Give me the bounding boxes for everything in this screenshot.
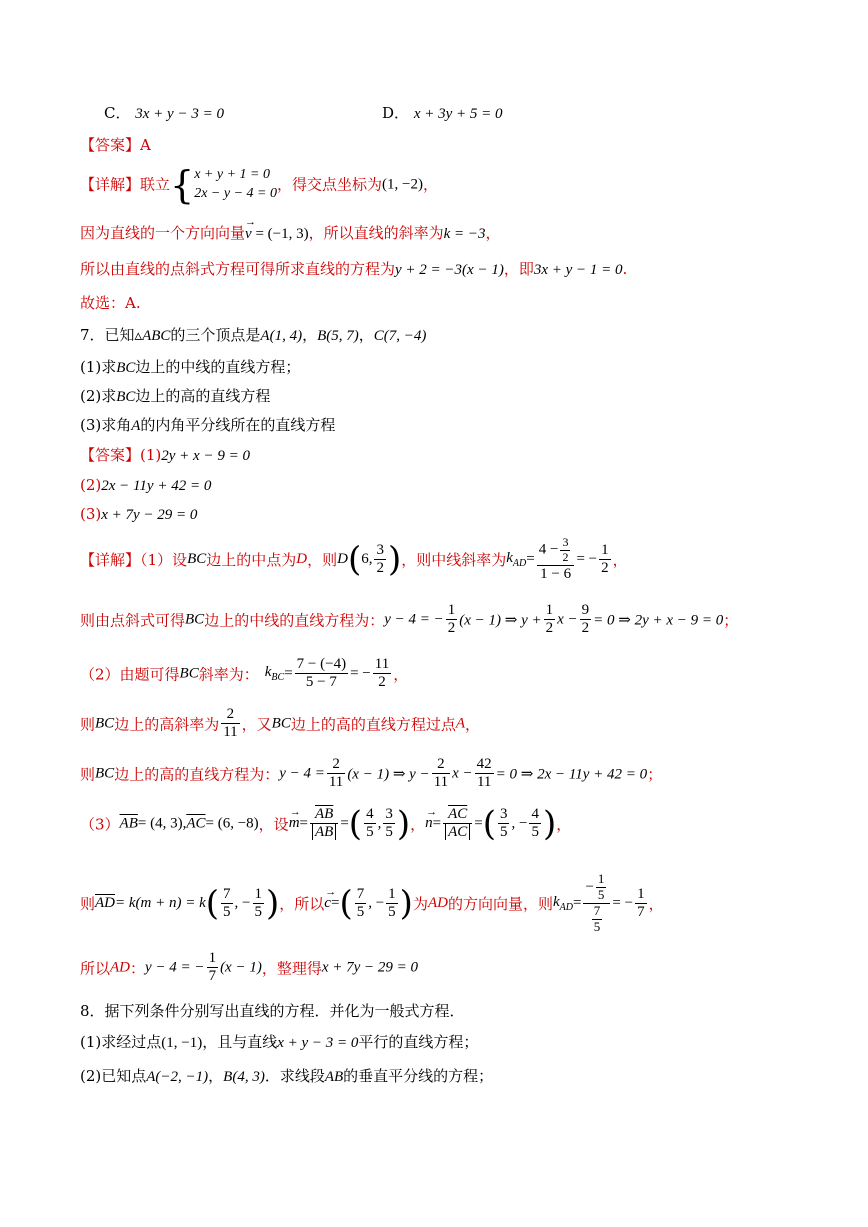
q7-detail-step8 <box>80 950 418 986</box>
detail-text: . <box>622 260 628 278</box>
slope-value: k = −3 <box>443 226 486 242</box>
comma: , <box>377 815 382 832</box>
segment-bc: BC <box>116 360 136 376</box>
detail-text: ，则中线斜率为 <box>401 550 507 569</box>
equation-part: (x − 1) ⇒ y + <box>459 612 542 629</box>
part-text: (1)求经过点 <box>80 1033 162 1051</box>
detail-text: 所以 <box>80 959 111 978</box>
equation-part: (x − 1) ⇒ y − <box>347 766 430 783</box>
fraction <box>432 756 450 792</box>
answer-number: (1) <box>140 446 162 464</box>
answer-value: A <box>140 136 151 154</box>
q7-detail-step4 <box>80 706 480 742</box>
equation-system: { x + y + 1 = 0 2x − y − 4 = 0 <box>170 163 277 207</box>
denominator: 2 <box>447 620 456 637</box>
numerator: 3 <box>498 806 510 824</box>
detail-text: ，即 <box>503 260 534 278</box>
comma: , − <box>511 815 528 832</box>
line-equation-general: 3x + y − 1 = 0 <box>533 262 623 278</box>
numerator: 7 − (−4) <box>295 656 348 674</box>
numerator: 1 <box>386 886 398 904</box>
option-d-label: D． <box>382 104 410 122</box>
detail-text: 因为直线的一个方向向量 <box>80 224 246 242</box>
equals: = <box>340 815 349 832</box>
option-c-expr: 3x + y − 3 = 0 <box>135 106 224 122</box>
equals: = <box>284 665 293 682</box>
stem-text: 7．已知 <box>80 326 135 344</box>
fraction <box>529 806 541 842</box>
angle-a: A <box>131 418 141 434</box>
detail-text: 所以由直线的点斜式方程可得所求直线的方程为 <box>80 260 396 278</box>
numerator: 3 <box>374 542 386 560</box>
fraction <box>537 536 575 583</box>
separator: ， <box>358 326 374 344</box>
answer-equation: 2x − 11y + 42 = 0 <box>101 478 212 494</box>
denominator: 2 <box>581 620 590 637</box>
detail-text: （3） <box>80 815 120 834</box>
segment-bc: BC <box>95 765 115 782</box>
denominator: 11 <box>223 724 238 741</box>
detail-text: 斜率为： <box>198 665 259 684</box>
q6-detail-line1 <box>80 163 438 207</box>
detail-text: ； <box>647 765 663 784</box>
vertex-c: C(7, −4) <box>373 328 427 344</box>
numerator: 9 <box>580 602 592 620</box>
q7-detail-step7: 则$\overline{AD}= k(m + n) = k$( $\frac{7}{5}$ , − $\frac{1}{5}$ )，所以 → c=( $\frac{7}{5}$ , − $\frac{1}{5}$ )为AD的方向向量，则$k_{AD}=$ − $\frac{1}{5}$ $\frac{7}{5}$ = − $\frac{1}{7}$ ， <box>80 871 664 934</box>
part-text: (2)已知点 <box>80 1067 147 1085</box>
fraction <box>580 602 592 638</box>
equation-part: y − 4 = − <box>145 959 205 976</box>
detail-text: 则 <box>80 894 96 913</box>
detail-text: ， <box>648 894 664 913</box>
equals: = − <box>576 550 598 567</box>
equation-part: x − <box>452 765 473 782</box>
equation-final: x + 7y − 29 = 0 <box>321 959 419 976</box>
vector-n: → n <box>425 806 438 832</box>
option-c <box>104 106 224 122</box>
denominator: 7 <box>637 903 645 920</box>
q7-detail-step6: $(3)\overline{AB}= (4$, $3),\overline{AC}= (6$, −8)，设 → m= $\frac{\overline{AB}}{AB}$ =( $\frac{4}{5}$ , $\frac{3}{5}$ )， → n= $\frac{\overline{AC}}{AC}$ =( $\frac{3}{5}$ , − $\frac{4}{5}$ )， <box>80 803 572 844</box>
part-text: ，且与直线 <box>202 1033 278 1051</box>
denominator: 5 <box>385 824 393 841</box>
fraction <box>635 886 647 922</box>
numerator: 7 <box>593 902 601 918</box>
vertex-a: A(1, 4) <box>260 328 303 344</box>
slope-k-ad: $k_{AD}$ <box>506 549 527 569</box>
q7-detail-step2 <box>80 602 738 638</box>
denominator: AB <box>310 824 338 841</box>
numerator: 2 <box>432 756 450 774</box>
detail-tag: 【详解】 <box>80 550 141 569</box>
vector-ad: $\overline{AD}$ <box>95 894 116 911</box>
slope-k-ad: $k_{AD}$ <box>552 893 573 913</box>
equals: = <box>330 894 340 911</box>
numerator: 4 <box>364 806 376 824</box>
segment-bc: BC <box>187 550 207 567</box>
detail-text: ，所以直线的斜率为 <box>308 224 444 242</box>
detail-text: 则 <box>80 765 96 784</box>
fraction <box>498 806 510 842</box>
answer-tag: 【答案】 <box>80 136 141 154</box>
fraction <box>475 756 494 792</box>
line-equation: x + y − 3 = 0 <box>277 1035 359 1051</box>
detail-text: ： <box>130 959 146 978</box>
denominator: 11 <box>476 774 492 791</box>
midpoint-d: D <box>296 550 308 567</box>
part-label: (3)求角 <box>80 416 132 434</box>
denominator: 5 <box>531 824 539 841</box>
denominator: 11 <box>328 774 344 791</box>
detail-text: 边上的高的直线方程过点 <box>290 715 456 734</box>
fraction <box>383 806 395 842</box>
denominator: 5 <box>499 824 508 841</box>
equation-part: = (6, −8) <box>205 815 259 832</box>
detail-text: 边上的高斜率为 <box>114 715 220 734</box>
vector-ab: $\overline{AB}$ <box>119 815 138 832</box>
detail-text: 联立 <box>140 175 171 194</box>
point-a: A(−2, −1) <box>146 1069 209 1085</box>
line-equation: y + 2 = −3(x − 1) <box>395 262 504 278</box>
vector-ac: $\overline{AC}$ <box>186 815 206 832</box>
q7-answer-3 <box>80 507 197 523</box>
detail-text: 则 <box>80 715 96 734</box>
numerator: 11 <box>373 656 391 674</box>
detail-text: 的方向向量，则 <box>447 894 553 913</box>
equals: = − <box>612 894 634 911</box>
part-text: 的内角平分线所在的直线方程 <box>140 416 336 434</box>
line-ad: AD <box>110 959 131 976</box>
detail-text: （2）由题可得 <box>80 665 180 684</box>
equals: = <box>299 815 308 832</box>
q7-detail-step5 <box>80 756 662 792</box>
separator: ， <box>208 1067 224 1085</box>
fraction <box>253 886 265 922</box>
system-eq-1: x + y + 1 = 0 <box>194 167 270 183</box>
detail-text: （1）设 <box>140 550 188 569</box>
equation-part: y − 4 = <box>279 765 325 782</box>
part-text: 平行的直线方程； <box>358 1033 479 1051</box>
numerator: 1 <box>446 602 458 620</box>
equals: = <box>526 550 535 567</box>
fraction <box>221 886 233 922</box>
denominator: 5 <box>254 903 263 920</box>
detail-text: ，设 <box>258 815 289 834</box>
denominator: 5 <box>223 903 231 920</box>
denominator: 5 <box>388 903 396 920</box>
q7-stem <box>80 328 426 344</box>
detail-text: ， <box>410 815 426 834</box>
part-text: ．求线段 <box>264 1067 325 1085</box>
numerator: 1 <box>597 871 605 886</box>
numerator: 1 <box>599 542 611 560</box>
numerator: 7 <box>355 886 367 904</box>
point-a: A <box>455 715 466 732</box>
part-label: (2)求 <box>80 387 117 405</box>
answer-equation: 2y + x − 9 = 0 <box>161 448 250 464</box>
q7-part3 <box>80 418 335 434</box>
answer-tag: 【答案】 <box>80 446 141 464</box>
line-ad: AD <box>427 894 448 911</box>
vector-c: → c <box>324 885 337 911</box>
numerator: 42 <box>475 756 494 774</box>
q6-answer <box>80 138 151 153</box>
denominator: 5 <box>593 918 601 934</box>
numerator: 1 <box>207 950 219 968</box>
denominator: AC <box>443 824 472 841</box>
denominator: 5 <box>356 903 365 920</box>
fraction <box>544 602 556 638</box>
equation-part: y − 4 = − <box>384 611 444 628</box>
part-text: 边上的高的直线方程 <box>135 387 271 405</box>
numerator: 3 <box>383 806 395 824</box>
detail-text: 则由点斜式可得 <box>80 611 186 630</box>
part-label: (1)求 <box>80 358 117 376</box>
detail-text: ， <box>422 175 438 194</box>
numerator: 3 <box>562 535 569 549</box>
segment-bc: BC <box>95 715 115 732</box>
numerator: $\overline{AC}$ <box>443 806 472 824</box>
denominator: 2 <box>601 559 609 576</box>
vector-value: = (−1, 3) <box>251 226 309 242</box>
fraction <box>327 756 345 792</box>
segment-bc: BC <box>116 389 136 405</box>
q8-part1 <box>80 1035 478 1051</box>
fraction <box>221 706 239 742</box>
numerator: 4 <box>529 806 541 824</box>
compound-fraction <box>583 872 610 935</box>
numerator: 2 <box>221 706 239 724</box>
q7-part2 <box>80 389 270 405</box>
detail-text: ， <box>465 715 481 734</box>
equals: = <box>572 894 582 911</box>
detail-tag: 【详解】 <box>80 175 141 194</box>
point-b: B(4, 3) <box>223 1069 265 1085</box>
fraction <box>207 950 219 986</box>
option-d <box>382 106 503 122</box>
triangle-name: ▵ABC <box>134 328 171 344</box>
option-d-expr: x + 3y + 5 = 0 <box>413 106 503 122</box>
denominator: 11 <box>433 774 449 791</box>
fraction <box>374 542 386 578</box>
part-text: 的垂直平分线的方程； <box>343 1067 494 1085</box>
detail-text: ， <box>612 550 628 569</box>
option-c-label: C． <box>104 104 131 122</box>
numerator: $\overline{AB}$ <box>310 806 338 824</box>
fraction <box>599 542 611 578</box>
segment-bc: BC <box>185 611 205 628</box>
denominator: 7 <box>208 968 217 985</box>
intersection-point: (1, −2) <box>382 176 423 193</box>
stem-text: 的三个顶点是 <box>170 326 261 344</box>
detail-text: 边上的高的直线方程为： <box>114 765 280 784</box>
equation-part: = (4, 3), <box>137 815 187 832</box>
q6-choice: 故选：A. <box>80 294 141 312</box>
equals: = <box>474 815 483 832</box>
fraction <box>446 602 458 638</box>
detail-text: 边上的中线的直线方程为： <box>204 611 385 630</box>
system-eq-2: 2x − y − 4 = 0 <box>194 186 277 201</box>
equation-part: = 0 ⇒ 2y + x − 9 = 0 <box>593 612 724 629</box>
detail-text: ，所以 <box>279 894 325 913</box>
equals: = − <box>350 665 371 682</box>
detail-text: ，得交点坐标为 <box>277 175 383 194</box>
denominator: 5 <box>597 886 605 902</box>
direction-vector: → v <box>245 216 257 242</box>
detail-text: ，整理得 <box>261 959 322 978</box>
point-d: D <box>337 550 348 567</box>
numerator: 1 <box>544 602 556 620</box>
fraction <box>386 886 398 922</box>
q7-answer-1 <box>80 448 250 464</box>
fraction <box>364 806 376 842</box>
numerator: 1 <box>635 886 647 904</box>
detail-text: ； <box>723 611 739 630</box>
detail-text: ， <box>393 665 409 684</box>
denominator: 5 <box>366 824 374 841</box>
vertex-b: B(5, 7) <box>317 328 359 344</box>
equation-part: (x − 1) <box>220 959 262 976</box>
q7-detail-step3 <box>80 656 408 692</box>
denominator: 1 − 6 <box>540 565 572 582</box>
denominator: 2 <box>562 549 569 564</box>
point: (1, −1) <box>161 1035 203 1051</box>
numerator: 1 <box>253 886 265 904</box>
detail-text: ， <box>556 815 572 834</box>
q8-stem: 8．据下列条件分别写出直线的方程．并化为一般式方程． <box>80 1002 465 1020</box>
q8-part2 <box>80 1069 493 1085</box>
denominator: 5 − 7 <box>305 674 337 691</box>
fraction <box>373 656 391 692</box>
separator: ， <box>302 326 318 344</box>
answer-number: (3) <box>80 505 102 523</box>
point-d-x: 6, <box>361 550 373 567</box>
segment-ab: AB <box>324 1069 344 1085</box>
part-text: 边上的中线的直线方程； <box>135 358 301 376</box>
numerator: 4 − <box>538 541 559 558</box>
vector-m: → m <box>288 806 301 832</box>
minus: − <box>585 878 594 895</box>
detail-text: 边上的中点为 <box>206 550 297 569</box>
numerator: 7 <box>221 886 233 904</box>
q7-detail-step1: 【详解】（1）设BC边上的中点为D，则D(6, $\frac{3}{2}$ )，则中线斜率为$k_{AD}=$ 4 − $\frac{3}{2}$ 1 − 6 = − $\frac{1}{2}$ ， <box>80 535 628 582</box>
q7-part1 <box>80 360 300 376</box>
detail-text: ， <box>485 224 501 242</box>
denominator: 2 <box>378 674 386 691</box>
q6-detail-line2 <box>80 216 501 242</box>
q7-answer-2 <box>80 478 211 494</box>
answer-equation: x + 7y − 29 = 0 <box>101 507 198 523</box>
q6-detail-line3 <box>80 262 627 278</box>
segment-bc: BC <box>271 715 291 732</box>
denominator: 2 <box>545 620 554 637</box>
fraction <box>355 886 367 922</box>
detail-text: 为 <box>412 894 428 913</box>
fraction <box>310 806 338 842</box>
comma: , − <box>234 894 251 911</box>
equals: = <box>432 815 442 832</box>
detail-text: ，又 <box>241 715 272 734</box>
detail-text: ，则 <box>307 550 338 569</box>
fraction <box>295 656 348 692</box>
denominator: 2 <box>376 559 384 576</box>
segment-bc: BC <box>179 665 199 682</box>
fraction <box>443 806 472 842</box>
comma: , − <box>368 894 385 911</box>
answer-number: (2) <box>80 476 102 494</box>
equation-part: = 0 ⇒ 2x − 11y + 42 = 0 <box>495 766 648 783</box>
equation-part: = k(m + n) = k <box>115 894 206 911</box>
numerator: 2 <box>327 756 345 774</box>
equation-part: x − <box>557 611 578 628</box>
slope-k-bc: $k_{BC}$ <box>264 664 285 684</box>
